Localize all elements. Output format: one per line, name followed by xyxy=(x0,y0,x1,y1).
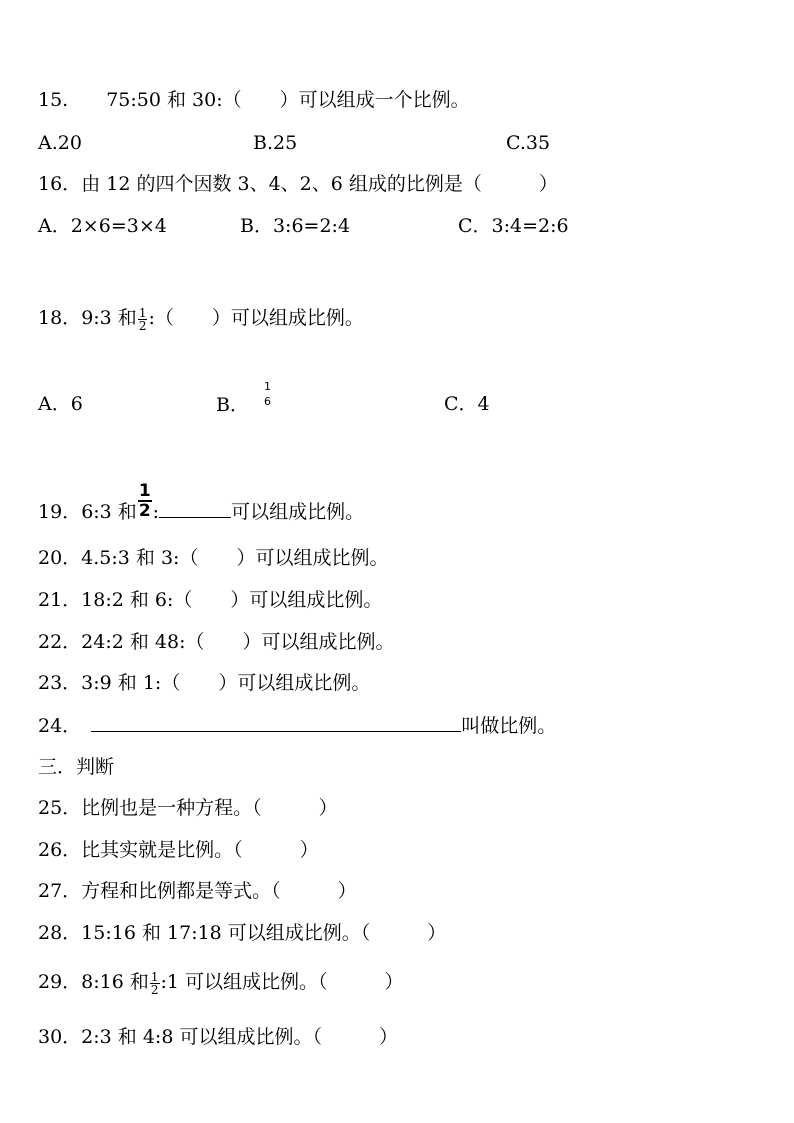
question-18-option-c: C．4 xyxy=(444,393,490,415)
question-18 xyxy=(38,306,364,332)
question-25: 25．比例也是一种方程。（ ） xyxy=(38,797,338,819)
question-16-number: 16． xyxy=(38,173,82,195)
question-19-colon: : xyxy=(152,501,160,523)
question-15-stem: 75:50 和 30:（ ）可以组成一个比例。 xyxy=(106,89,470,111)
question-18-option-b-label: B． xyxy=(216,394,249,416)
question-19-prefix: 6:3 和 xyxy=(81,501,137,523)
question-15-option-c: C.35 xyxy=(506,132,551,154)
question-16-option-c: C．3:4=2:6 xyxy=(458,215,569,237)
fraction-denominator: 6 xyxy=(263,395,271,408)
fraction-numerator: 1 xyxy=(150,969,159,984)
question-29 xyxy=(38,970,404,996)
question-29-prefix: 29．8:16 和 xyxy=(38,971,149,993)
question-29-suffix: :1 可以组成比例。（ ） xyxy=(160,971,404,993)
question-18-option-b-fraction xyxy=(263,380,272,408)
answer-blank-19[interactable] xyxy=(159,499,231,518)
question-18-option-a: A．6 xyxy=(38,393,83,415)
question-23: 23．3:9 和 1:（ ）可以组成比例。 xyxy=(38,672,371,694)
question-18-fraction xyxy=(138,307,148,332)
fraction-denominator: 2 xyxy=(150,982,159,997)
question-18-suffix: :（ ）可以组成比例。 xyxy=(148,307,364,329)
question-19-suffix: 可以组成比例。 xyxy=(231,501,365,523)
question-18-prefix: 9:3 和 xyxy=(81,307,137,329)
question-16-stem: 由 12 的四个因数 3、4、2、6 组成的比例是（ ） xyxy=(81,173,558,195)
fraction-denominator: 2 xyxy=(138,318,147,333)
question-15 xyxy=(38,88,470,112)
question-28: 28．15:16 和 17:18 可以组成比例。（ ） xyxy=(38,922,447,944)
question-19-fraction xyxy=(138,482,152,520)
fraction-denominator: 2 xyxy=(138,501,151,521)
question-22: 22．24:2 和 48:（ ）可以组成比例。 xyxy=(38,631,395,653)
question-21: 21．18:2 和 6:（ ）可以组成比例。 xyxy=(38,589,383,611)
fraction-numerator: 1 xyxy=(138,481,151,501)
question-24-number: 24． xyxy=(38,715,82,737)
question-15-option-a: A.20 xyxy=(38,132,82,154)
question-20: 20．4.5:3 和 3:（ ）可以组成比例。 xyxy=(38,547,389,569)
answer-blank-24[interactable] xyxy=(91,713,461,732)
question-19-number: 19． xyxy=(38,501,82,523)
question-16-option-a: A．2×6=3×4 xyxy=(38,215,167,237)
question-30: 30．2:3 和 4:8 可以组成比例。（ ） xyxy=(38,1026,398,1048)
question-15-option-b: B.25 xyxy=(253,132,298,154)
question-26: 26．比其实就是比例。（ ） xyxy=(38,839,319,861)
question-24-suffix: 叫做比例。 xyxy=(461,715,557,737)
question-24 xyxy=(38,713,556,738)
question-18-number: 18． xyxy=(38,307,82,329)
section-title-judgment: 三．判断 xyxy=(38,756,115,778)
fraction-numerator: 1 xyxy=(138,305,147,320)
question-27: 27．方程和比例都是等式。（ ） xyxy=(38,880,357,902)
fraction-numerator: 1 xyxy=(263,380,271,393)
question-19 xyxy=(38,481,365,532)
question-18-option-b xyxy=(216,380,273,420)
question-16 xyxy=(38,172,558,196)
question-15-number: 15. xyxy=(38,89,69,111)
question-16-option-b: B．3:6=2:4 xyxy=(240,215,351,237)
question-29-fraction xyxy=(150,971,160,996)
